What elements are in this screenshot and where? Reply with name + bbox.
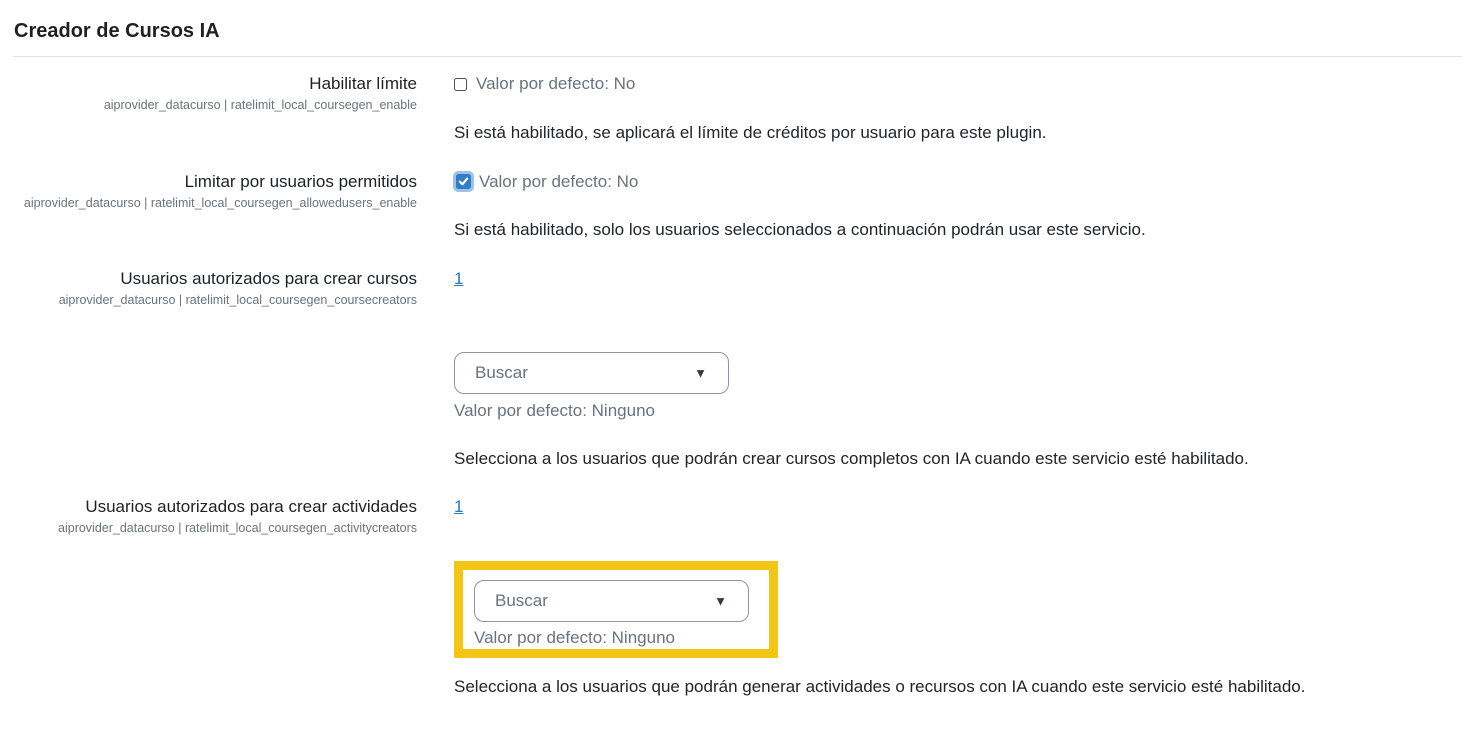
default-value-text: Valor por defecto: Ninguno — [454, 401, 655, 420]
select-placeholder-text: Buscar — [495, 591, 548, 610]
setting-label-column — [0, 497, 417, 537]
setting-description: Si está habilitado, se aplicará el límite de créditos por usuario para este plugin. — [454, 123, 1047, 142]
setting-id: aiprovider_datacurso | ratelimit_local_coursegen_allowedusers_enable — [23, 196, 417, 210]
course-creators-count-link[interactable]: 1 — [454, 269, 464, 288]
setting-id: aiprovider_datacurso | ratelimit_local_coursegen_coursecreators — [58, 293, 417, 307]
checkmark-icon — [458, 176, 469, 187]
setting-description: Selecciona a los usuarios que podrán generar actividades o recursos con IA cuando este servicio esté habilitado. — [454, 677, 1306, 696]
activity-creators-search-select[interactable] — [474, 580, 749, 622]
enable-limit-checkbox[interactable] — [454, 78, 467, 91]
setting-label: Habilitar límite — [309, 74, 417, 93]
course-creators-search-select[interactable] — [454, 352, 729, 394]
setting-description: Si está habilitado, solo los usuarios seleccionados a continuación podrán usar este servicio. — [454, 220, 1146, 239]
highlight-box — [454, 561, 778, 658]
section-divider — [13, 56, 1462, 57]
setting-control-column — [454, 172, 1476, 239]
default-value-text: Valor por defecto: No — [479, 172, 639, 191]
setting-row-course-creators — [0, 269, 1476, 468]
setting-description: Selecciona a los usuarios que podrán crear cursos completos con IA cuando este servicio esté habilitado. — [454, 449, 1249, 468]
setting-id: aiprovider_datacurso | ratelimit_local_coursegen_enable — [103, 98, 417, 112]
chevron-down-icon: ▼ — [694, 365, 707, 381]
chevron-down-icon: ▼ — [714, 593, 727, 609]
setting-label: Usuarios autorizados para crear actividades — [85, 497, 417, 516]
setting-label-column — [0, 269, 417, 309]
setting-row-allowed-users — [0, 172, 1476, 239]
allowed-users-checkbox[interactable] — [456, 174, 471, 189]
setting-control-column — [454, 269, 1476, 468]
setting-label: Usuarios autorizados para crear cursos — [120, 269, 417, 288]
checkbox-line — [454, 172, 1476, 191]
default-value-text: Valor por defecto: Ninguno — [474, 628, 675, 647]
setting-control-column — [454, 74, 1476, 142]
setting-label: Limitar por usuarios permitidos — [184, 172, 417, 191]
default-value-text: Valor por defecto: No — [476, 74, 636, 93]
page-title: Creador de Cursos IA — [14, 20, 220, 42]
setting-id: aiprovider_datacurso | ratelimit_local_coursegen_activitycreators — [58, 521, 417, 535]
checkbox-line — [454, 74, 1476, 93]
setting-row-enable-limit — [0, 74, 1476, 142]
setting-label-column — [0, 172, 417, 212]
select-placeholder-text: Buscar — [475, 363, 528, 382]
activity-creators-count-link[interactable]: 1 — [454, 497, 464, 516]
setting-label-column — [0, 74, 417, 114]
setting-row-activity-creators — [0, 497, 1476, 696]
setting-control-column — [454, 497, 1476, 696]
